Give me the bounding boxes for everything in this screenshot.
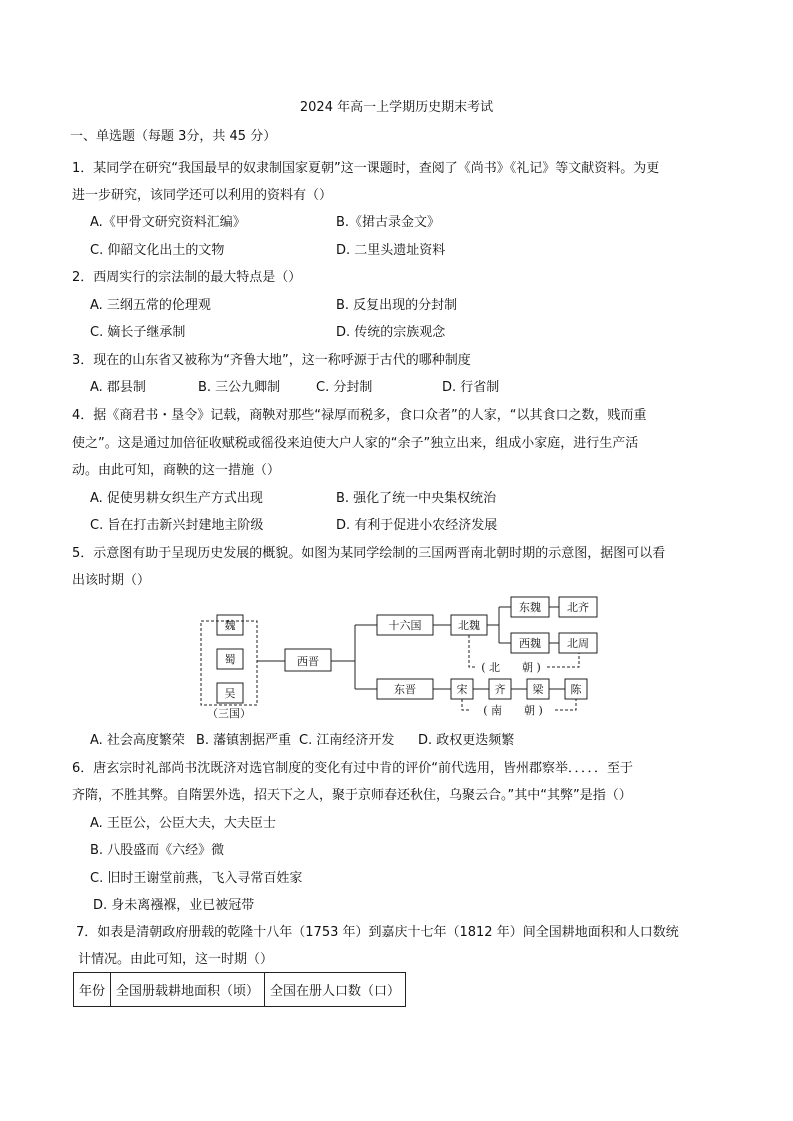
diagram-qi: 齐 xyxy=(494,683,506,696)
question-1-option-a: A.《甲骨文研究资料汇编》 xyxy=(90,215,246,230)
question-5-line-2: 出该时期（） xyxy=(72,573,151,588)
question-1-option-c: C. 仰韶文化出土的文物 xyxy=(90,243,225,258)
question-4-option-d: D. 有利于促进小农经济发展 xyxy=(336,518,498,533)
question-1-option-b: B.《捃古录金文》 xyxy=(336,215,441,230)
diagram-xiwei: 西魏 xyxy=(519,637,541,650)
table-header-row xyxy=(74,973,406,1007)
table-header-year: 年份 xyxy=(74,973,111,1007)
question-4-line-2: 使之”。这是通过加倍征收赋税或徭役来迫使大户人家的“余子”独立出来，组成小家庭，进行生产活 xyxy=(72,436,639,451)
question-6-line-1: 6．唐玄宗时礼部尚书沈既济对选官制度的变化有过中肯的评价“前代选用，皆州郡察举．．．．．至于 xyxy=(72,761,634,776)
question-5-option-c: C. 江南经济开发 xyxy=(299,733,395,748)
question-4-option-b: B. 强化了统一中央集权统治 xyxy=(336,491,497,506)
diagram-dongwei: 东魏 xyxy=(519,601,541,614)
question-7-line-2: 计情况。由此可知，这一时期（） xyxy=(78,952,274,967)
question-3-option-c: C. 分封制 xyxy=(316,380,373,395)
question-6-option-c: C. 旧时王谢堂前燕，飞入寻常百姓家 xyxy=(90,871,303,886)
question-1-line-2: 进一步研究，该同学还可以利用的资料有（） xyxy=(72,188,333,203)
diagram-chen: 陈 xyxy=(570,683,582,696)
question-5-option-a: A. 社会高度繁荣 xyxy=(90,733,185,748)
diagram-beiqi: 北齐 xyxy=(567,601,589,614)
diagram-sanguo-label: （三国） xyxy=(207,707,251,720)
question-5-line-1: 5．示意图有助于呈现历史发展的概貌。如图为某同学绘制的三国两晋南北朝时期的示意图，据图可以看 xyxy=(72,546,666,561)
diagram-wei: 魏 xyxy=(224,619,236,632)
question-2-option-a: A. 三纲五常的伦理观 xyxy=(90,298,211,313)
table-header-farmland: 全国册载耕地面积（顷） xyxy=(111,973,265,1007)
question-6-option-a: A. 王臣公，公臣大夫，大夫臣士 xyxy=(90,816,276,831)
question-3-line-1: 3．现在的山东省又被称为“齐鲁大地”，这一称呼源于古代的哪种制度 xyxy=(72,353,471,368)
statistics-table xyxy=(73,972,406,1007)
question-4-option-a: A. 促使男耕女织生产方式出现 xyxy=(90,491,263,506)
question-2-line-1: 2．西周实行的宗法制的最大特点是（） xyxy=(72,270,302,285)
question-3-option-a: A. 郡县制 xyxy=(90,380,146,395)
diagram-song: 宋 xyxy=(456,683,468,696)
diagram-dongjin: 东晋 xyxy=(394,683,416,696)
question-2-option-b: B. 反复出现的分封制 xyxy=(336,298,458,313)
dynasty-diagram xyxy=(195,595,615,723)
question-3-option-d: D. 行省制 xyxy=(442,380,500,395)
question-6-option-b: B. 八股盛而《六经》微 xyxy=(90,843,225,858)
page-title: 2024 年高一上学期历史期末考试 xyxy=(299,100,494,115)
question-5-option-d: D. 政权更迭频繁 xyxy=(418,733,515,748)
question-6-option-d: D. 身未离襁褓，业已被冠带 xyxy=(93,898,255,913)
diagram-beiwei: 北魏 xyxy=(458,619,480,632)
question-2-option-c: C. 嫡长子继承制 xyxy=(90,325,186,340)
question-1-option-d: D. 二里头遗址资料 xyxy=(336,243,446,258)
diagram-shu: 蜀 xyxy=(224,653,236,666)
question-7-line-1: 7．如表是清朝政府册载的乾隆十八年（1753 年）到嘉庆十七年（1812 年）间全国耕地面积和人口数统 xyxy=(76,925,679,940)
question-4-line-3: 动。由此可知，商鞅的这一措施（） xyxy=(72,463,281,478)
question-4-option-c: C. 旨在打击新兴封建地主阶级 xyxy=(90,518,264,533)
question-1-line-1: 1．某同学在研究“我国最早的奴隶制国家夏朝”这一课题时，查阅了《尚书》《礼记》等文献资料。为更 xyxy=(72,161,660,176)
diagram-xijin: 西晋 xyxy=(297,655,319,668)
diagram-beichao-label: ( 北 朝 ) xyxy=(481,661,541,674)
question-2-option-d: D. 传统的宗族观念 xyxy=(336,325,446,340)
diagram-liang: 梁 xyxy=(532,683,544,696)
diagram-shiliuguo: 十六国 xyxy=(388,619,422,632)
diagram-wu: 吴 xyxy=(224,687,236,700)
diagram-nanchao-label: ( 南 朝 ) xyxy=(483,704,543,717)
question-3-option-b: B. 三公九卿制 xyxy=(198,380,281,395)
question-6-line-2: 齐隋，不胜其弊。自隋罢外选，招天下之人，聚于京师春还秋住，乌聚云合。”其中“其弊”是指（） xyxy=(72,788,632,803)
diagram-beizhou: 北周 xyxy=(567,637,589,650)
section-heading: 一、单选题（每题 3分，共 45 分） xyxy=(70,129,277,144)
table-header-population: 全国在册人口数（口） xyxy=(265,973,406,1007)
question-5-option-b: B. 藩镇割据严重 xyxy=(196,733,292,748)
question-4-line-1: 4．据《商君书・垦令》记载，商鞅对那些“禄厚而税多，食口众者”的人家，“以其食口之数，贱而重 xyxy=(72,408,647,423)
